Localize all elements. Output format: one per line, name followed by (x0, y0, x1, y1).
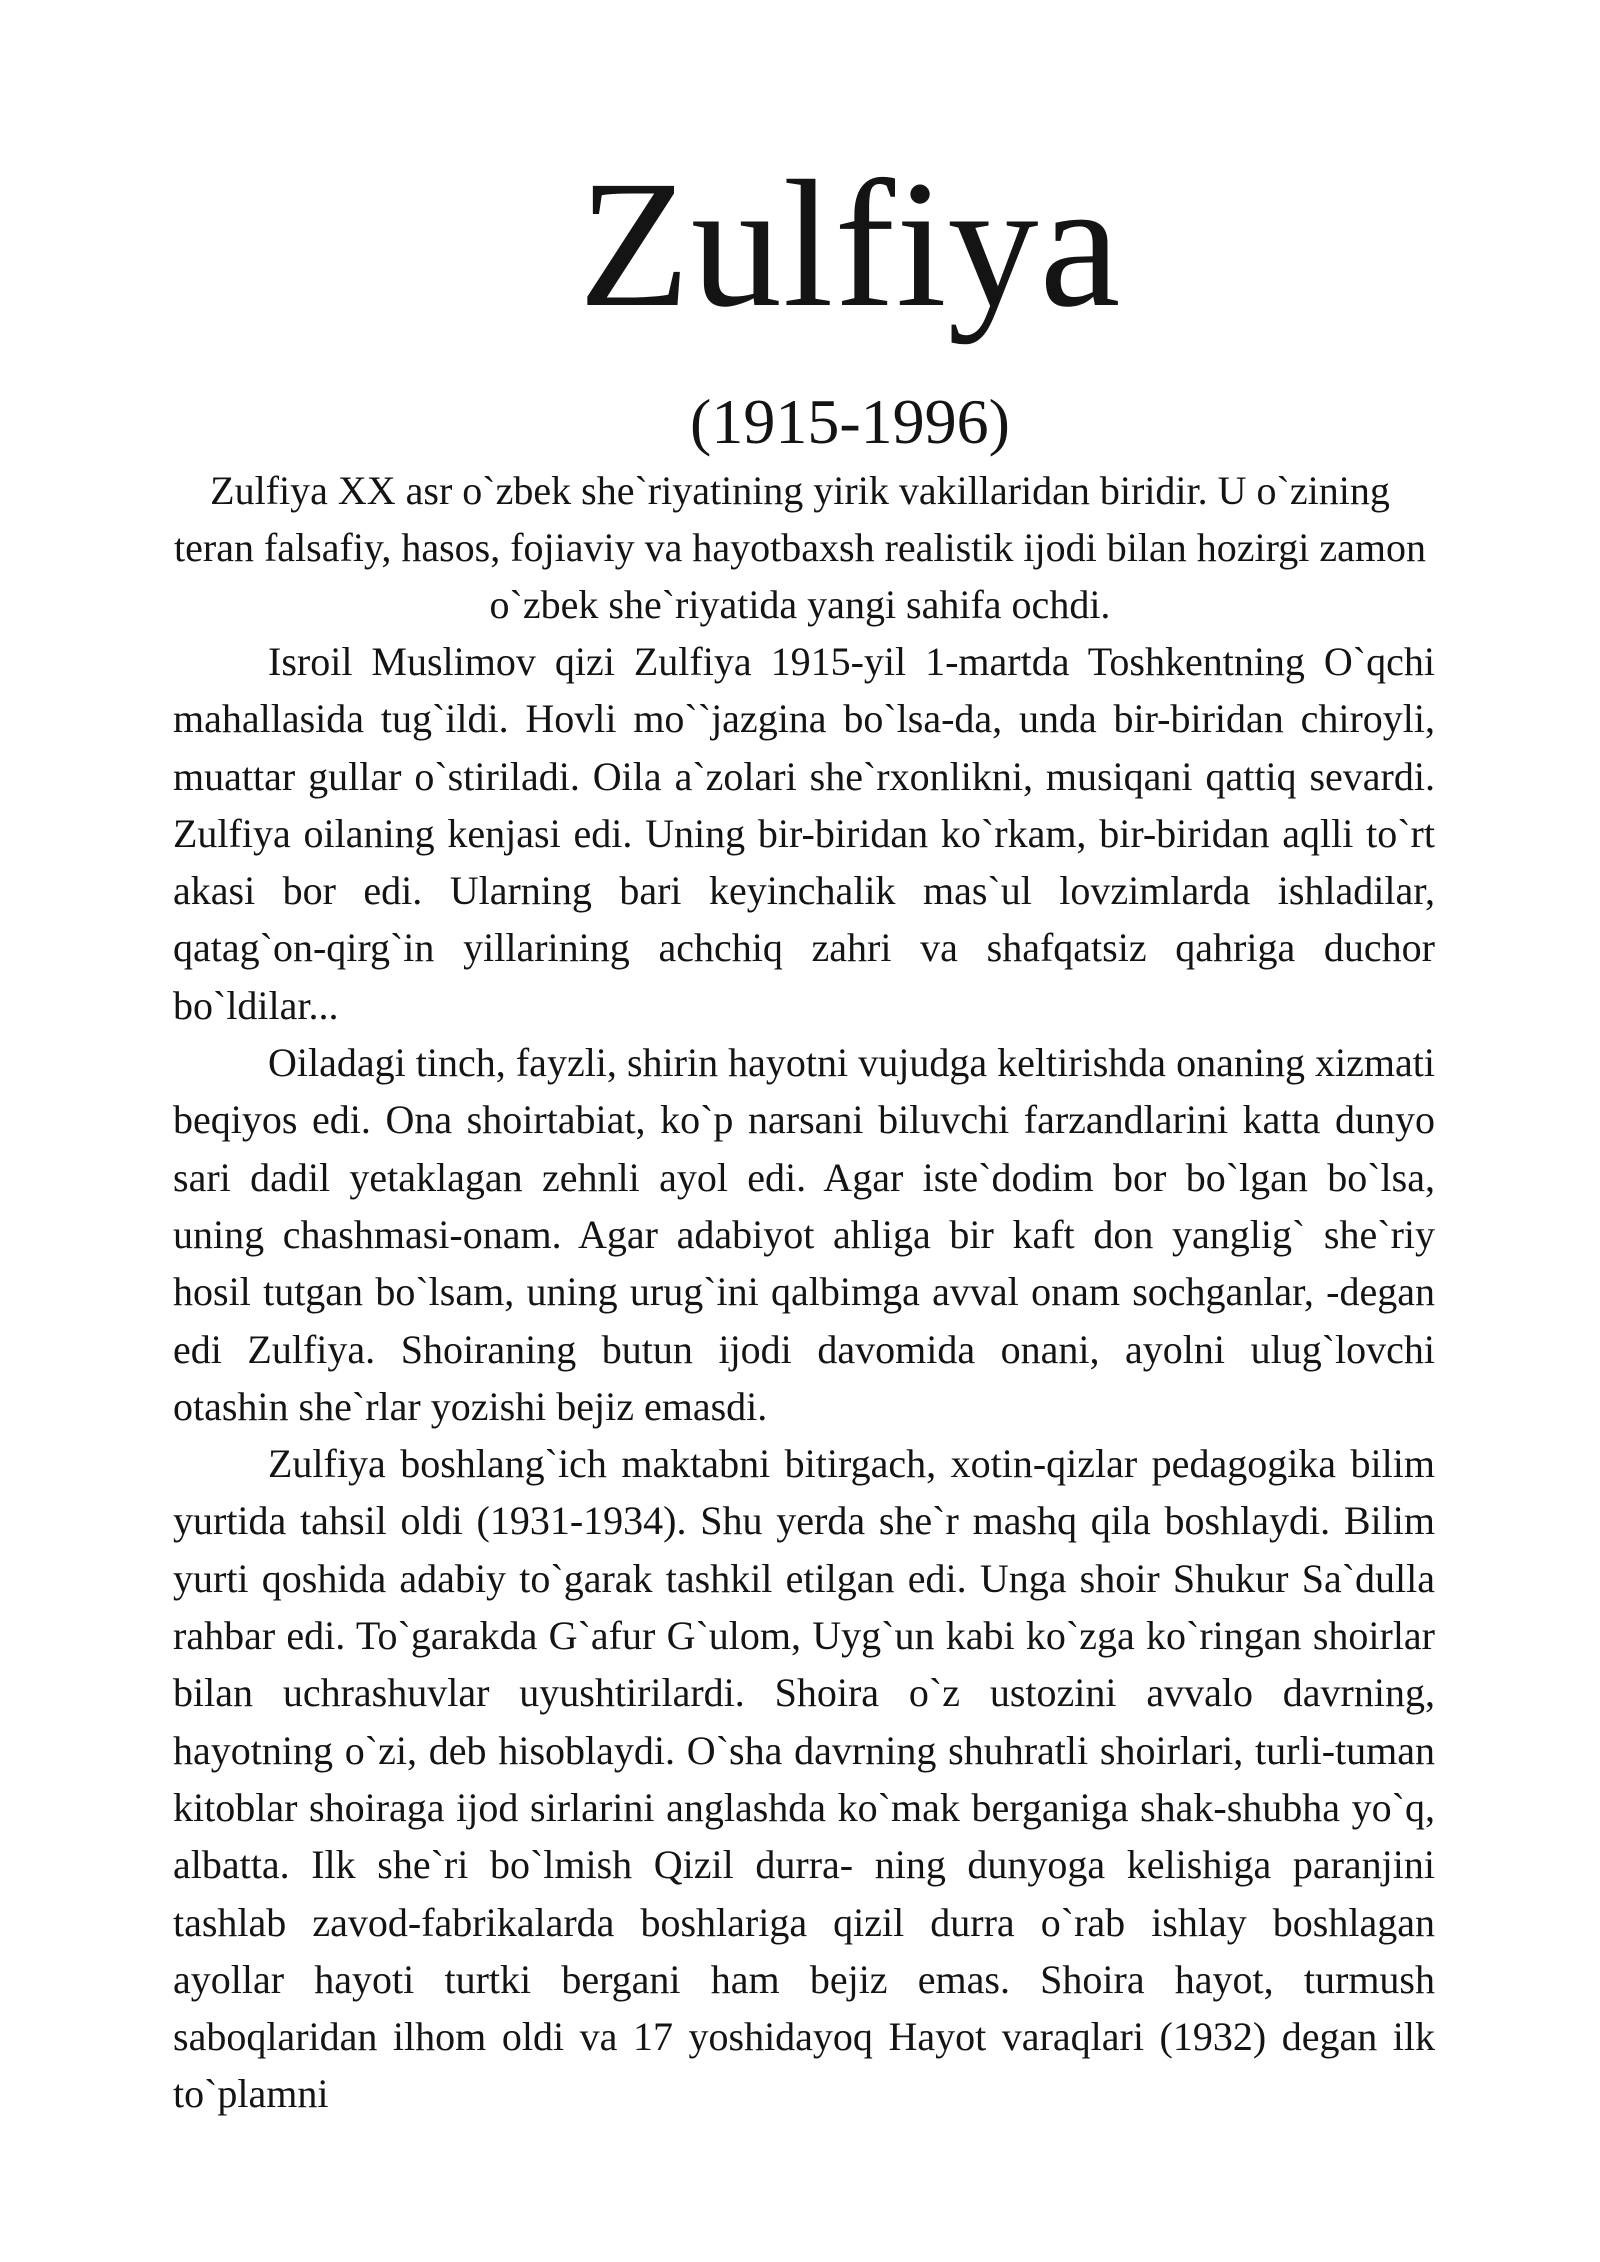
intro-paragraph: Zulfiya XX asr o`zbek she`riyatining yirik vakillaridan biridir. U o`zining teran falsafiy, hasos, fojiaviy va hayotbaxsh realistik ijodi bilan hozirgi zamon o`zbek she`riyatida yangi sahifa ochdi. (174, 468, 1426, 627)
body-text (173, 633, 1435, 2123)
paragraph-mother: Oiladagi tinch, fayzli, shirin hayotni vujudga keltirishda onaning xizmati beqiyos edi. Ona shoirtabiat, ko`p narsani biluvchi farzandlarini katta dunyo sari dadil yetaklagan zehnli ayol edi. Agar iste`dodim bor bo`lgan bo`lsa, uning chashmasi-onam. Agar adabiyot ahliga bir kaft don yanglig` she`riy hosil tutgan bo`lsam, uning urug`ini qalbimga avval onam sochganlar, -degan edi Zulfiya. Shoiraning butun ijodi davomida onani, ayolni ulug`lovchi otashin she`rlar yozishi bejiz emasdi. (173, 1040, 1435, 1429)
page-title: Zulfiya (578, 144, 1122, 345)
paragraph-childhood: Isroil Muslimov qizi Zulfiya 1915-yil 1-martda Toshkentning O`qchi mahallasida tug`ildi. Hovli mo``jazgina bo`lsa-da, unda bir-biridan chiroyli, muattar gullar o`stiriladi. Oila a`zolari she`rxonlikni, musiqani qattiq sevardi. Zulfiya oilaning kenjasi edi. Uning bir-biridan ko`rkam, bir-biridan aqlli to`rt akasi bor edi. Ularning bari keyinchalik mas`ul lovzimlarda ishladilar, qatag`on-qirg`in yillarining achchiq zahri va shafqatsiz qahriga duchor bo`ldilar... (173, 639, 1435, 1028)
life-years: (1915-1996) (690, 386, 1010, 457)
paragraph-education: Zulfiya boshlang`ich maktabni bitirgach, xotin-qizlar pedagogika bilim yurtida tahsil oldi (1931-1934). Shu yerda she`r mashq qila boshlaydi. Bilim yurti qoshida adabiy to`garak tashkil etilgan edi. Unga shoir Shukur Sa`dulla rahbar edi. To`garakda G`afur G`ulom, Uyg`un kabi ko`zga ko`ringan shoirlar bilan uchrashuvlar uyushtirilardi. Shoira o`z ustozini avvalo davrning, hayotning o`zi, deb hisoblaydi. O`sha davrning shuhratli shoirlari, turli-tuman kitoblar shoiraga ijod sirlarini anglashda ko`mak berganiga shak-shubha yo`q, albatta. Ilk she`ri bo`lmish Qizil durra- ning dunyoga kelishiga paranjini tashlab zavod-fabrikalarda boshlariga qizil durra o`rab ishlay boshlagan ayollar hayoti turtki bergani ham bejiz emas. Shoira hayot, turmush saboqlaridan ilhom oldi va 17 yoshidayoq Hayot varaqlari (1932) degan ilk to`plamni (173, 1441, 1435, 2117)
